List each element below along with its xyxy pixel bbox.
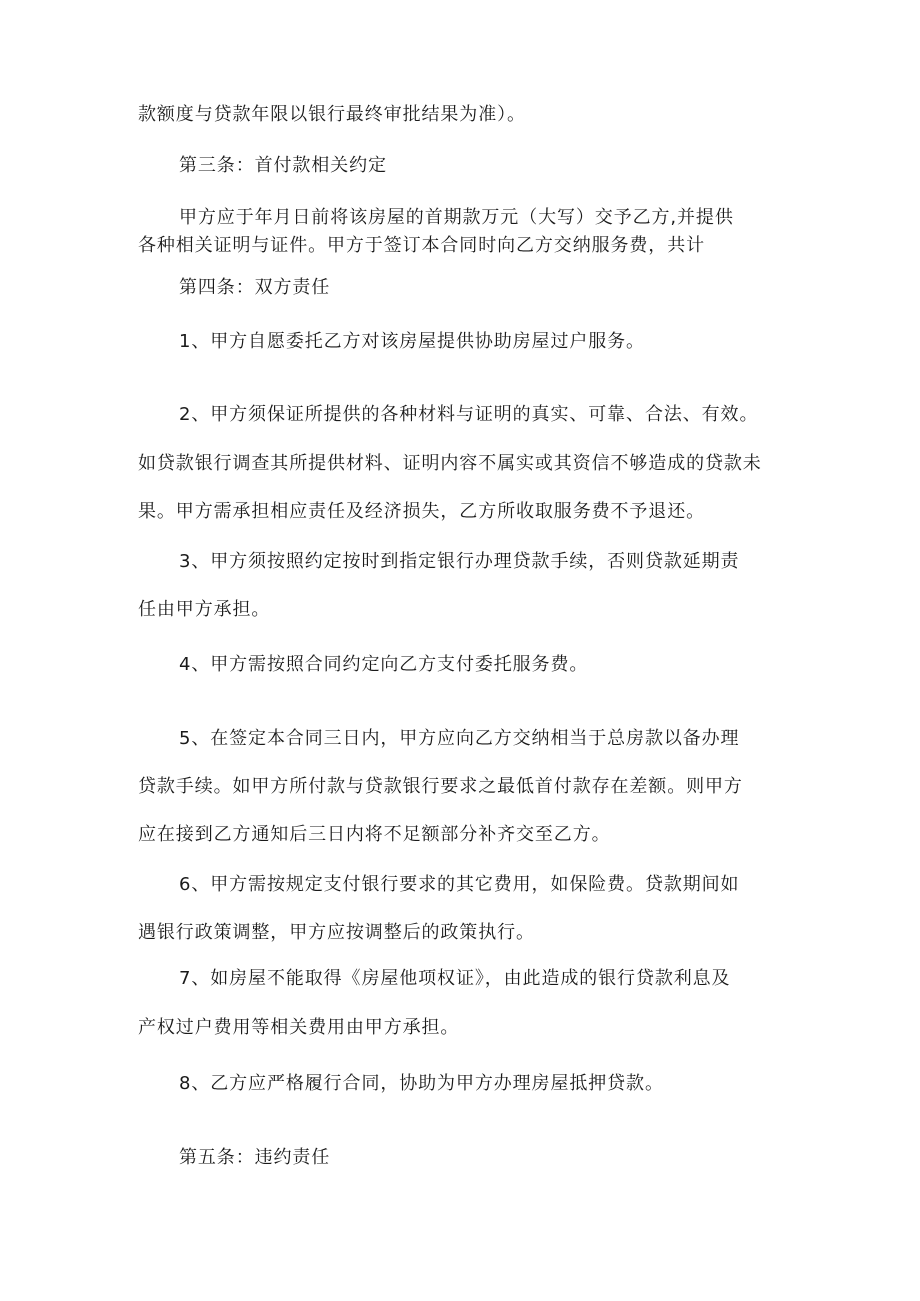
item-5-line-2: 贷款手续。如甲方所付款与贷款银行要求之最低首付款存在差额。则甲方 xyxy=(138,776,743,797)
item-2-line-2: 如贷款银行调查其所提供材料、证明内容不属实或其资信不够造成的贷款未 xyxy=(138,453,762,474)
item-5-line-3: 应在接到乙方通知后三日内将不足额部分补齐交至乙方。 xyxy=(138,824,611,845)
item-2-line-1: 2、甲方须保证所提供的各种材料与证明的真实、可靠、合法、有效。 xyxy=(179,404,759,425)
item-2-line-3: 果。甲方需承担相应责任及经济损失，乙方所收取服务费不予退还。 xyxy=(138,501,705,522)
article-4-heading: 第四条：双方责任 xyxy=(179,277,331,298)
item-3-line-1: 3、甲方须按照约定按时到指定银行办理贷款手续，否则贷款延期责 xyxy=(179,551,740,572)
item-8-line-1: 8、乙方应严格履行合同，协助为甲方办理房屋抵押贷款。 xyxy=(179,1073,664,1094)
item-7-line-2: 产权过户费用等相关费用由甲方承担。 xyxy=(138,1017,460,1038)
item-3-line-2: 任由甲方承担。 xyxy=(138,599,271,620)
item-7-line-1: 7、如房屋不能取得《房屋他项权证》，由此造成的银行贷款利息及 xyxy=(179,968,731,989)
item-4-line-1: 4、甲方需按照合同约定向乙方支付委托服务费。 xyxy=(179,654,589,675)
continuation-line: 款额度与贷款年限以银行最终审批结果为准）。 xyxy=(138,104,526,125)
article-3-body-line-2: 各种相关证明与证件。甲方于签订本合同时向乙方交纳服务费，共计 xyxy=(138,235,705,256)
item-5-line-1: 5、在签定本合同三日内，甲方应向乙方交纳相当于总房款以备办理 xyxy=(179,728,740,749)
item-1-line-1: 1、甲方自愿委托乙方对该房屋提供协助房屋过户服务。 xyxy=(179,331,645,352)
article-3-heading: 第三条：首付款相关约定 xyxy=(179,155,387,176)
item-6-line-2: 遇银行政策调整，甲方应按调整后的政策执行。 xyxy=(138,922,535,943)
article-3-body-line-1: 甲方应于年月日前将该房屋的首期款万元（大写）交予乙方,并提供 xyxy=(179,207,734,228)
article-5-heading: 第五条：违约责任 xyxy=(179,1147,331,1168)
item-6-line-1: 6、甲方需按规定支付银行要求的其它费用，如保险费。贷款期间如 xyxy=(179,874,740,895)
